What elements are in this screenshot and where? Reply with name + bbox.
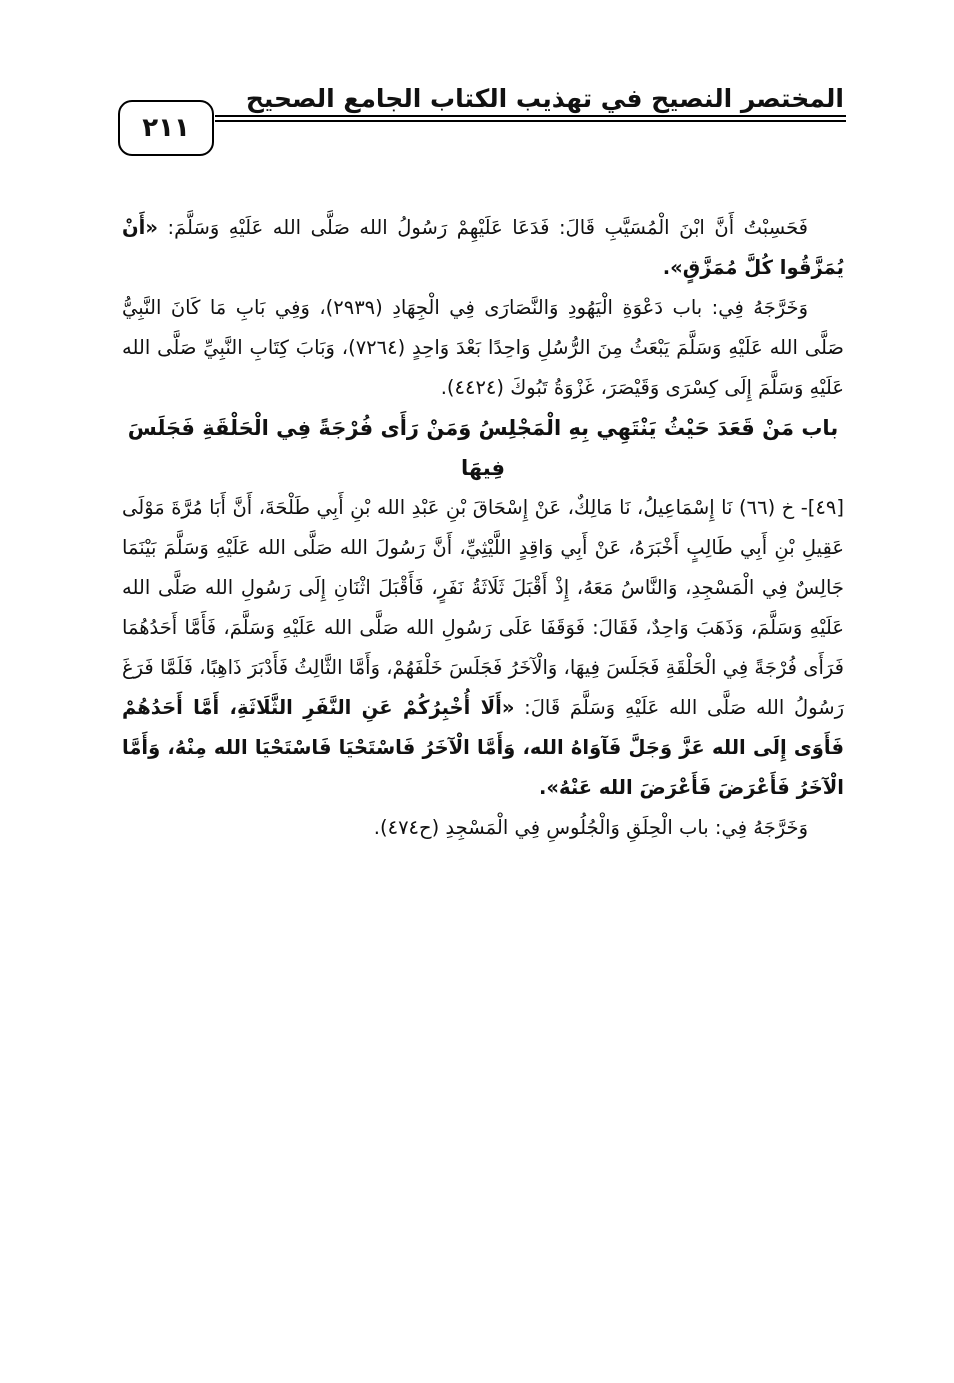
paragraph-continuation (122, 208, 844, 288)
header-rule-top (215, 115, 846, 117)
hadith-text: [٤٩]- خ (٦٦) نَا إِسْمَاعِيلُ، نَا مَالِكٌ، عَنْ إِسْحَاقَ بْنِ عَبْدِ الله بْنِ أَبِي طَلْحَةَ، أَنَّ أَبَا مُرَّةَ مَوْلَى عَقِيلِ بْنِ أَبِي طَالِبٍ أَخْبَرَهُ، عَنْ أَبِي وَاقِدٍ اللَّيْثِيِّ، أَنَّ رَسُولَ الله صَلَّى الله عَلَيْهِ وَسَلَّمَ بَيْنَمَا جَالِسٌ فِي الْمَسْجِدِ، وَالنَّاسُ مَعَهُ، إِذْ أَقْبَلَ ثَلَاثَةُ نَفَرٍ، فَأَقْبَلَ اثْنَانِ إِلَى رَسُولِ الله صَلَّى الله عَلَيْهِ وَسَلَّمَ، وَذَهَبَ وَاحِدٌ، فَقَالَ: فَوَقَفَا عَلَى رَسُولِ الله صَلَّى الله عَلَيْهِ وَسَلَّمَ، فَأَمَّا أَحَدُهُمَا فَرَأَى فُرْجَةً فِي الْحَلْقَةِ فَجَلَسَ فِيهَا، وَالْآخَرُ فَجَلَسَ خَلْفَهُمْ، وَأَمَّا الثَّالِثُ فَأَدْبَرَ ذَاهِبًا، فَلَمَّا فَرَغَ رَسُولُ الله صَلَّى الله عَلَيْهِ وَسَلَّمَ قَالَ: (122, 496, 844, 719)
page-number: ٢١١ (142, 113, 190, 143)
paragraph-reference: وَخَرَّجَهُ فِي: باب دَعْوَةِ الْيَهُودِ وَالنَّصَارَى فِي الْجِهَادِ (٢٩٣٩)، وَفِي بَابِ مَا كَانَ النَّبِيُّ صَلَّى الله عَلَيْهِ وَسَلَّمَ يَبْعَثُ مِنَ الرُّسُلِ وَاحِدًا بَعْدَ وَاحِدٍ (٧٢٦٤)، وَبَابَ كِتَابِ النَّبِيِّ صَلَّى الله عَلَيْهِ وَسَلَّمَ إِلَى كِسْرَى وَقَيْصَرَ، غَزْوَةُ تَبُوكَ (٤٤٢٤). (122, 296, 844, 399)
prophetic-quote: «أَنْ يُمَزَّقُوا كُلَّ مُمَزَّقٍ». (122, 216, 844, 279)
page-body (122, 208, 844, 848)
hadith-paragraph (122, 488, 844, 808)
paragraph-text: فَحَسِبْتُ أَنَّ ابْنَ الْمُسَيَّبِ قَالَ: فَدَعَا عَلَيْهِمْ رَسُولُ الله صَلَّى الله عَلَيْهِ وَسَلَّمَ: (167, 216, 808, 239)
prophetic-quote: «أَلَا أُخْبِرُكُمْ عَنِ النَّفَرِ الثَّلَاثَةِ، أَمَّا أَحَدُهُمْ فَأَوَى إِلَى الله عَزَّ وَجَلَّ فَآوَاهُ الله، وَأَمَّا الْآخَرُ فَاسْتَحْيَا فَاسْتَحْيَا الله مِنْهُ، وَأَمَّا الْآخَرُ فَأَعْرَضَ فَأَعْرَضَ الله عَنْهُ». (122, 696, 844, 799)
paragraph-reference-final: وَخَرَّجَهُ فِي: باب الْحِلَقِ وَالْجُلُوسِ فِي الْمَسْجِدِ (ح٤٧٤). (373, 816, 808, 839)
page-number-box (118, 100, 214, 156)
chapter-heading: باب مَنْ قَعَدَ حَيْثُ يَنْتَهِي بِهِ الْمَجْلِسُ وَمَنْ رَأَى فُرْجَةً فِي الْحَلْقَةِ فَجَلَسَ فِيهَا (127, 416, 839, 480)
header-rule-bottom (215, 120, 846, 122)
running-header-title: المختصر النصيح في تهذيب الكتاب الجامع الصحيح (245, 84, 844, 113)
